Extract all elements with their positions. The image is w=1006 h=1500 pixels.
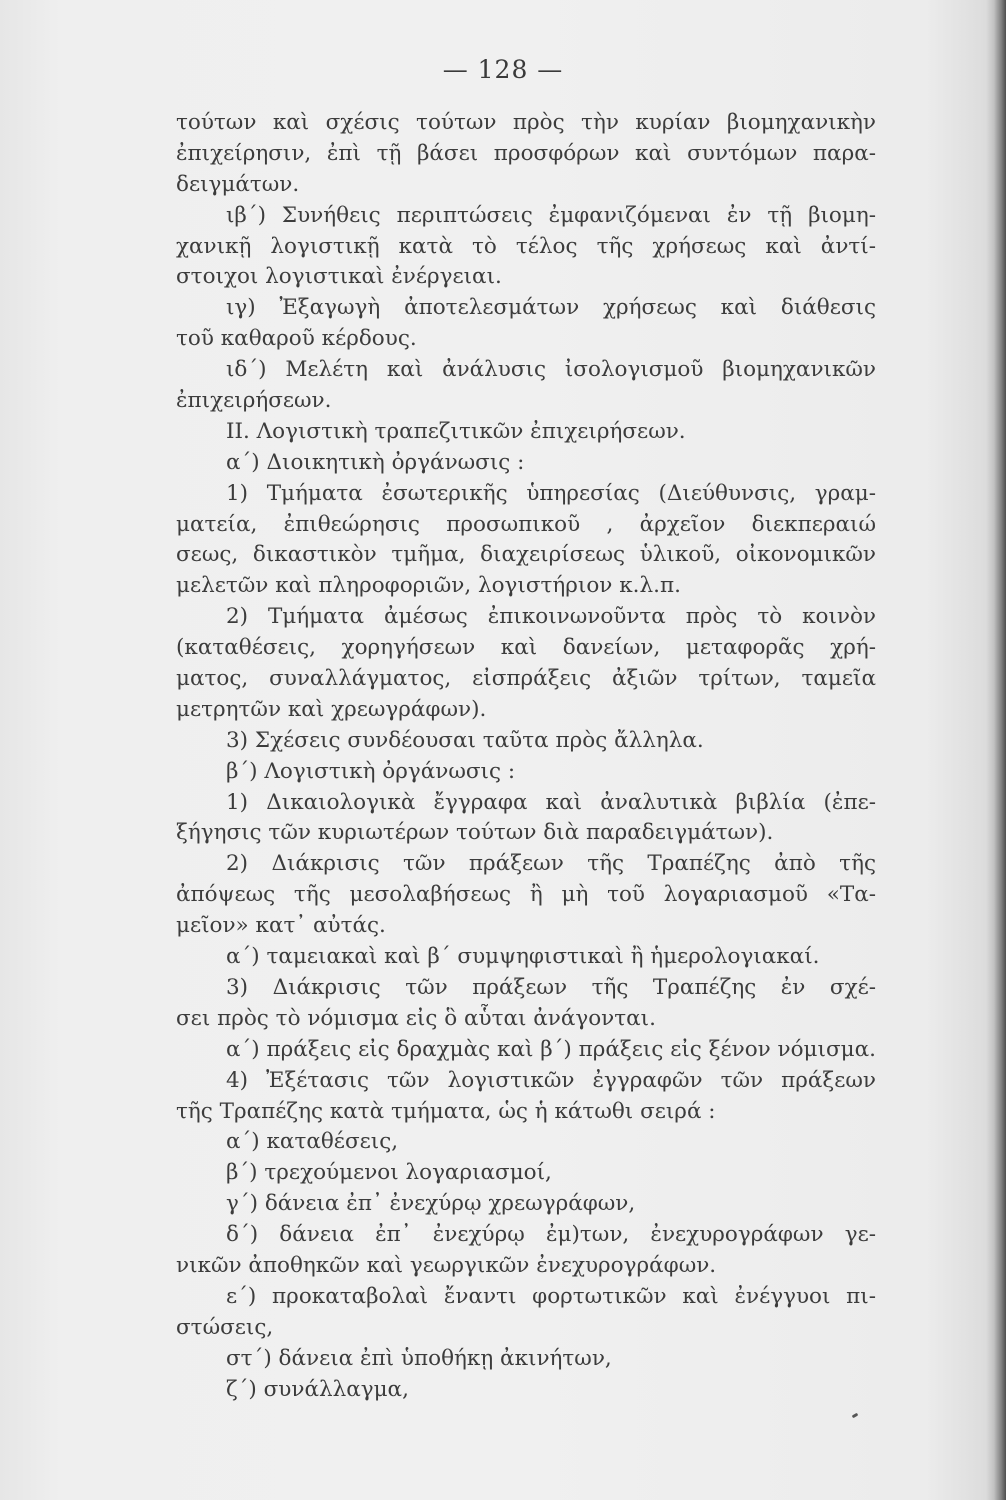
text-line: ματος, συναλλάγματος, εἰσπράξεις ἀξιῶν τρίτων, ταμεῖα: [176, 666, 876, 692]
text-line: σει πρὸς τὸ νόμισμα εἰς ὃ αὗται ἀνάγονται.: [176, 1005, 656, 1031]
text-line: ιβ΄) Συνήθεις περιπτώσεις ἐμφανιζόμεναι ἐν τῇ βιομη-: [226, 202, 876, 228]
text-line: μεῖον» κατ᾽ αὐτάς.: [176, 913, 386, 939]
page-text: [176, 108, 876, 1405]
text-line: γ΄) δάνεια ἐπ᾽ ἐνεχύρῳ χρεωγράφων,: [226, 1191, 636, 1217]
text-line: χανικῇ λογιστικῇ κατὰ τὸ τέλος τῆς χρήσεως καὶ ἀντί-: [176, 233, 876, 259]
text-line: 3) Σχέσεις συνδέουσαι ταῦτα πρὸς ἄλληλα.: [226, 727, 704, 753]
text-line: ματεία, ἐπιθεώρησις προσωπικοῦ , ἀρχεῖον διεκπεραιώ: [176, 511, 876, 537]
text-line: μελετῶν καὶ πληροφοριῶν, λογιστήριον κ.λ.π.: [176, 573, 681, 599]
page-edge-shadow: [994, 0, 1006, 1500]
text-line: α΄) Διοικητικὴ ὀργάνωσις :: [226, 449, 525, 475]
ink-speck: [852, 1413, 859, 1419]
text-line: δ΄) δάνεια ἐπ᾽ ἐνεχύρῳ ἐμ)των, ἐνεχυρογράφων γε-: [226, 1222, 876, 1248]
text-line: μετρητῶν καὶ χρεωγράφων).: [176, 696, 487, 722]
text-line: β΄) Λογιστικὴ ὀργάνωσις :: [226, 758, 516, 784]
text-line: α΄) πράξεις εἰς δραχμὰς καὶ β΄) πράξεις εἰς ξένον νόμισμα.: [226, 1036, 876, 1062]
text-line: νικῶν ἀποθηκῶν καὶ γεωργικῶν ἐνεχυρογράφων.: [176, 1252, 717, 1278]
text-line: τούτων καὶ σχέσις τούτων πρὸς τὴν κυρίαν βιομηχανικὴν: [176, 110, 876, 135]
text-line: σεως, δικαστικὸν τμῆμα, διαχειρίσεως ὑλικοῦ, οἰκονομικῶν: [176, 542, 876, 568]
text-line: 2) Διάκρισις τῶν πράξεων τῆς Τραπέζης ἀπὸ τῆς: [226, 851, 876, 877]
text-line: ιγ) Ἐξαγωγὴ ἀποτελεσμάτων χρήσεως καὶ διάθεσις: [226, 295, 876, 321]
text-line: 2) Τμήματα ἀμέσως ἐπικοινωνοῦντα πρὸς τὸ κοινὸν: [226, 604, 876, 630]
text-line: ζ΄) συνάλλαγμα,: [226, 1376, 409, 1402]
text-line: ιδ΄) Μελέτη καὶ ἀνάλυσις ἰσολογισμοῦ βιομηχανικῶν: [226, 357, 876, 383]
text-line: β΄) τρεχούμενοι λογαριασμοί,: [226, 1160, 552, 1186]
text-line: στώσεις,: [176, 1314, 274, 1340]
text-line: 1) Τμήματα ἐσωτερικῆς ὑπηρεσίας (Διεύθυνσις, γραμ-: [226, 480, 876, 506]
text-line: ξήγησις τῶν κυριωτέρων τούτων διὰ παραδειγμάτων).: [176, 820, 774, 846]
text-line: α΄) καταθέσεις,: [226, 1129, 399, 1155]
text-line: δειγμάτων.: [176, 171, 300, 197]
page-number: — 128 —: [442, 55, 564, 84]
text-line: στοιχοι λογιστικαὶ ἐνέργειαι.: [176, 264, 502, 290]
text-line: στ΄) δάνεια ἐπὶ ὑποθήκῃ ἀκινήτων,: [226, 1345, 612, 1371]
text-line: 1) Δικαιολογικὰ ἔγγραφα καὶ ἀναλυτικὰ βιβλία (ἐπε-: [226, 789, 876, 815]
text-line: II. Λογιστικὴ τραπεζιτικῶν ἐπιχειρήσεων.: [226, 418, 686, 444]
text-line: ἀπόψεως τῆς μεσολαβήσεως ἢ μὴ τοῦ λογαριασμοῦ «Τα-: [176, 882, 876, 908]
text-line: ἐπιχειρήσεων.: [176, 388, 332, 414]
text-line: ἐπιχείρησιν, ἐπὶ τῇ βάσει προσφόρων καὶ συντόμων παρα-: [176, 140, 876, 166]
text-line: α΄) ταμειακαὶ καὶ β΄ συμψηφιστικαὶ ἢ ἡμερολογιακαί.: [226, 944, 820, 970]
text-line: 3) Διάκρισις τῶν πράξεων τῆς Τραπέζης ἐν σχέ-: [226, 974, 876, 1000]
text-line: (καταθέσεις, χορηγήσεων καὶ δανείων, μεταφορᾶς χρή-: [176, 635, 876, 661]
text-line: ε΄) προκαταβολαὶ ἔναντι φορτωτικῶν καὶ ἐνέγγυοι πι-: [226, 1283, 876, 1309]
text-line: 4) Ἐξέτασις τῶν λογιστικῶν ἐγγραφῶν τῶν πράξεων: [226, 1067, 876, 1093]
text-line: τῆς Τραπέζης κατὰ τμήματα, ὡς ἡ κάτωθι σειρά :: [176, 1098, 716, 1124]
text-line: τοῦ καθαροῦ κέρδους.: [176, 326, 417, 352]
